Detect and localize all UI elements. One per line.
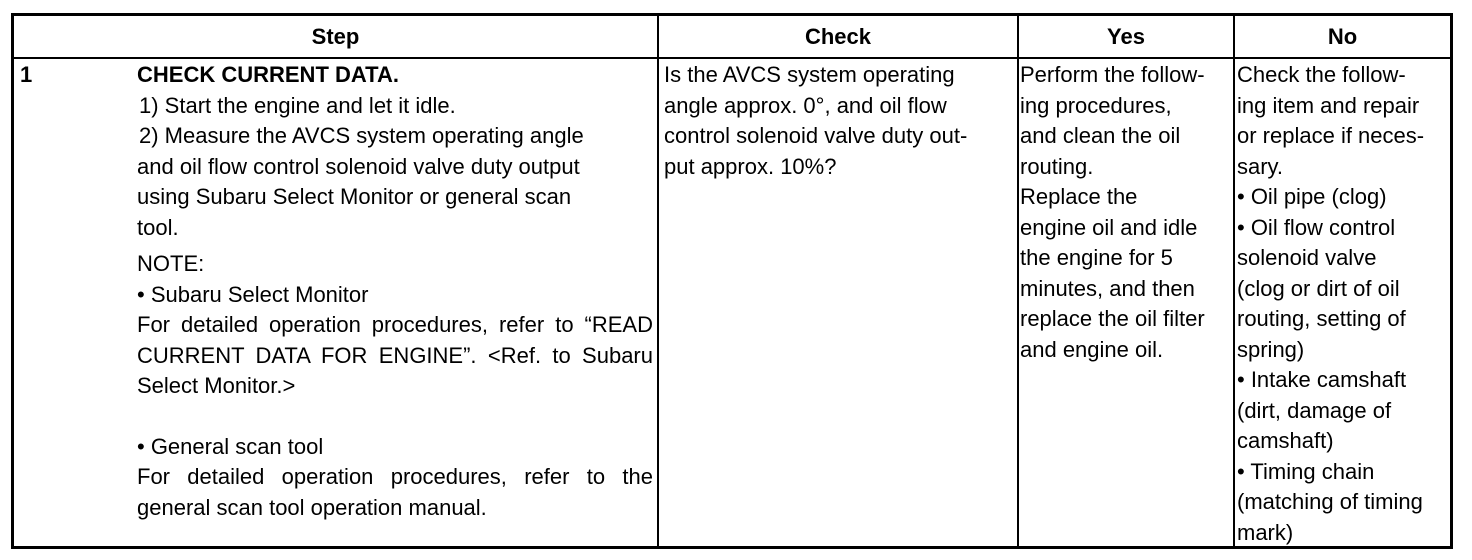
step-line: 1) Start the engine and let it idle. xyxy=(139,92,456,118)
no-line: solenoid valve xyxy=(1237,245,1377,270)
step-number: 1 xyxy=(20,62,33,87)
no-line: Check the follow- xyxy=(1237,62,1406,87)
no-line: mark) xyxy=(1237,519,1294,545)
note-bullet: • Subaru Select Monitor xyxy=(137,281,369,307)
note-label: NOTE: xyxy=(137,251,205,276)
step-content xyxy=(137,60,653,523)
step-line: using Subaru Select Monitor or general scan xyxy=(137,184,572,209)
yes-line: and clean the oil xyxy=(1020,123,1181,148)
column-divider xyxy=(1017,16,1019,546)
diagnostic-table xyxy=(11,13,1453,549)
yes-line: replace the oil filter xyxy=(1020,306,1205,331)
yes-line: the engine for 5 xyxy=(1020,245,1173,270)
no-line: or replace if neces- xyxy=(1237,123,1425,148)
no-line: • Oil flow control xyxy=(1237,214,1396,240)
check-content xyxy=(664,60,1014,182)
step-title: CHECK CURRENT DATA. xyxy=(137,62,399,87)
header-check: Check xyxy=(804,24,872,49)
no-line: (clog or dirt of oil xyxy=(1237,275,1400,301)
header-step: Step xyxy=(311,24,360,49)
header-no: No xyxy=(1327,24,1358,49)
header-yes: Yes xyxy=(1107,24,1145,49)
note-text: For detailed operation procedures, refer to “READ CURRENT DATA FOR ENGINE”. <Ref. to Subaru Select Monitor.> xyxy=(137,312,653,398)
note-bullet: • General scan tool xyxy=(137,433,324,459)
no-line: • Timing chain xyxy=(1237,458,1375,484)
no-line: (dirt, damage of xyxy=(1237,397,1392,423)
check-line: angle approx. 0°, and oil flow xyxy=(664,92,947,118)
no-line: sary. xyxy=(1237,153,1284,179)
yes-line: routing. xyxy=(1020,153,1094,179)
step-line: 2) Measure the AVCS system operating angle xyxy=(139,123,584,148)
yes-line: and engine oil. xyxy=(1020,336,1164,362)
no-line: (matching of timing xyxy=(1237,489,1423,514)
no-line: routing, setting of xyxy=(1237,306,1406,331)
column-divider xyxy=(1233,16,1235,546)
no-line: camshaft) xyxy=(1237,428,1334,453)
yes-line: Replace the xyxy=(1020,184,1138,209)
step-line: tool. xyxy=(137,214,179,240)
yes-line: ing procedures, xyxy=(1020,92,1172,118)
no-line: • Intake camshaft xyxy=(1237,367,1407,392)
check-line: control solenoid valve duty out- xyxy=(664,123,968,148)
no-line: ing item and repair xyxy=(1237,92,1420,118)
yes-line: minutes, and then xyxy=(1020,275,1195,301)
check-line: put approx. 10%? xyxy=(664,153,837,179)
no-line: • Oil pipe (clog) xyxy=(1237,184,1387,209)
step-line: and oil flow control solenoid valve duty output xyxy=(137,153,580,179)
no-content xyxy=(1237,60,1449,548)
check-line: Is the AVCS system operating xyxy=(664,62,955,87)
note-text: For detailed operation procedures, refer to the general scan tool operation manual. xyxy=(137,464,653,520)
yes-line: engine oil and idle xyxy=(1020,214,1198,240)
yes-line: Perform the follow- xyxy=(1020,62,1205,87)
column-divider xyxy=(657,16,659,546)
no-line: spring) xyxy=(1237,336,1305,362)
yes-content xyxy=(1020,60,1232,365)
